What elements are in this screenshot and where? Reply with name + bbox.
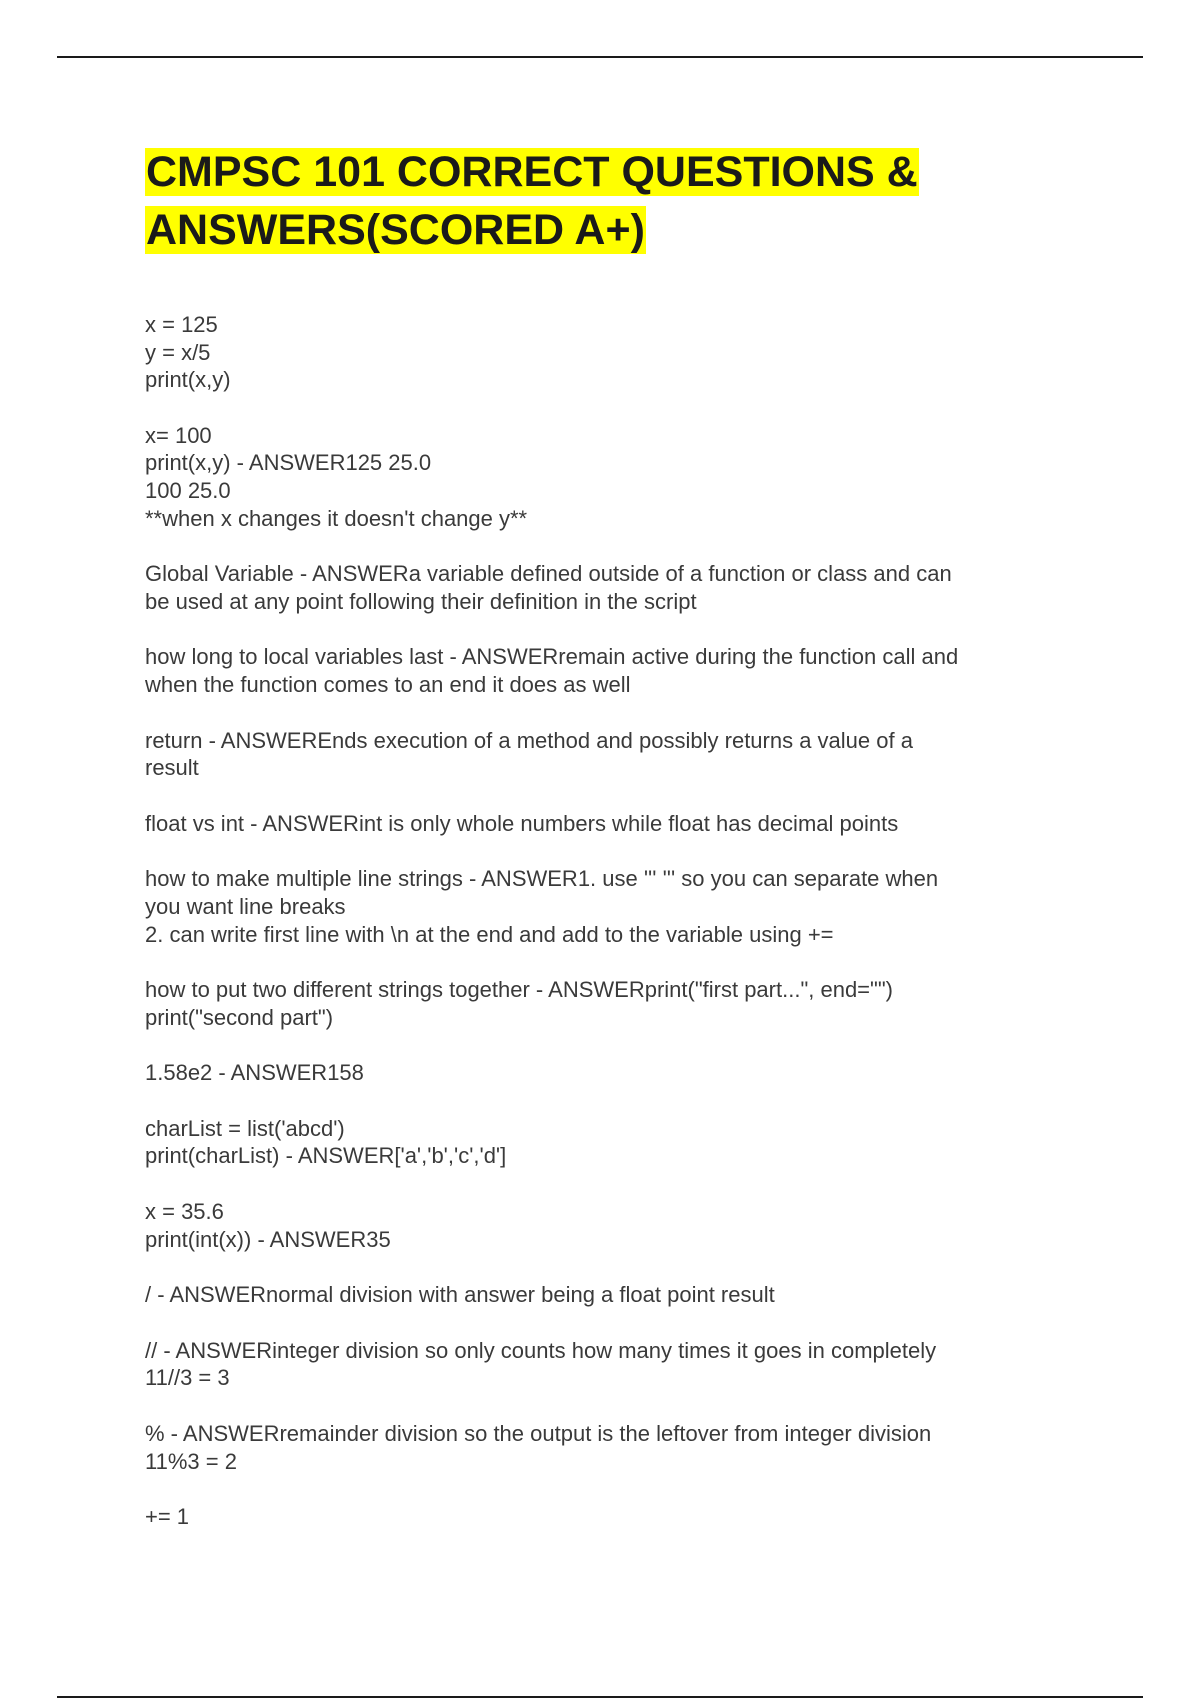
text-line: y = x/5 <box>145 339 211 365</box>
qa-block <box>145 810 1045 838</box>
text-line: you want line breaks <box>145 893 346 919</box>
text-line: print(int(x)) - ANSWER35 <box>145 1226 391 1252</box>
text-line: result <box>145 755 199 781</box>
text-line: **when x changes it doesn't change y** <box>145 505 528 531</box>
qa-block <box>145 1059 1045 1087</box>
text-line: x = 35.6 <box>145 1199 224 1225</box>
text-line: % - ANSWERremainder division so the output is the leftover from integer division <box>145 1421 932 1447</box>
text-line: print(charList) - ANSWER['a','b','c','d'] <box>145 1143 507 1169</box>
text-line: Global Variable - ANSWERa variable defined outside of a function or class and can <box>145 561 952 587</box>
text-line: 11%3 = 2 <box>145 1448 237 1474</box>
top-divider <box>57 56 1143 58</box>
text-line: // - ANSWERinteger division so only counts how many times it goes in completely <box>145 1337 937 1363</box>
bottom-divider <box>57 1696 1143 1698</box>
qa-block <box>145 1503 1045 1531</box>
qa-block <box>145 311 1045 394</box>
qa-block <box>145 727 1045 782</box>
text-line: be used at any point following their definition in the script <box>145 588 697 614</box>
text-line: when the function comes to an end it does as well <box>145 671 631 697</box>
text-line: how long to local variables last - ANSWERremain active during the function call and <box>145 644 959 670</box>
qa-block <box>145 560 1045 615</box>
text-line: x= 100 <box>145 422 212 448</box>
text-line: float vs int - ANSWERint is only whole numbers while float has decimal points <box>145 810 899 836</box>
text-line: return - ANSWEREnds execution of a method and possibly returns a value of a <box>145 727 913 753</box>
text-line: / - ANSWERnormal division with answer being a float point result <box>145 1282 775 1308</box>
text-line: how to make multiple line strings - ANSWER1. use ''' ''' so you can separate when <box>145 866 939 892</box>
text-line: print(x,y) - ANSWER125 25.0 <box>145 450 432 476</box>
title-line-2: ANSWERS(SCORED A+) <box>146 206 645 254</box>
text-line: charList = list('abcd') <box>145 1115 345 1141</box>
text-line: how to put two different strings together - ANSWERprint("first part...", end="") <box>145 977 893 1003</box>
text-line: print("second part") <box>145 1004 334 1030</box>
qa-block <box>145 976 1045 1031</box>
text-line: x = 125 <box>145 312 218 337</box>
document-title <box>145 143 1045 259</box>
title-line-1: CMPSC 101 CORRECT QUESTIONS & <box>146 148 918 196</box>
qa-block <box>145 1337 1045 1392</box>
qa-block <box>145 422 1045 532</box>
text-line: += 1 <box>145 1504 190 1530</box>
document-body <box>145 311 1045 1559</box>
text-line: 11//3 = 3 <box>145 1365 230 1391</box>
qa-block <box>145 643 1045 698</box>
qa-block <box>145 1281 1045 1309</box>
text-line: 100 25.0 <box>145 477 231 503</box>
qa-block <box>145 865 1045 948</box>
text-line: 1.58e2 - ANSWER158 <box>145 1060 364 1086</box>
text-line: print(x,y) <box>145 367 231 393</box>
text-line: 2. can write first line with \n at the end and add to the variable using += <box>145 921 834 947</box>
qa-block <box>145 1115 1045 1170</box>
qa-block <box>145 1198 1045 1253</box>
qa-block <box>145 1420 1045 1475</box>
